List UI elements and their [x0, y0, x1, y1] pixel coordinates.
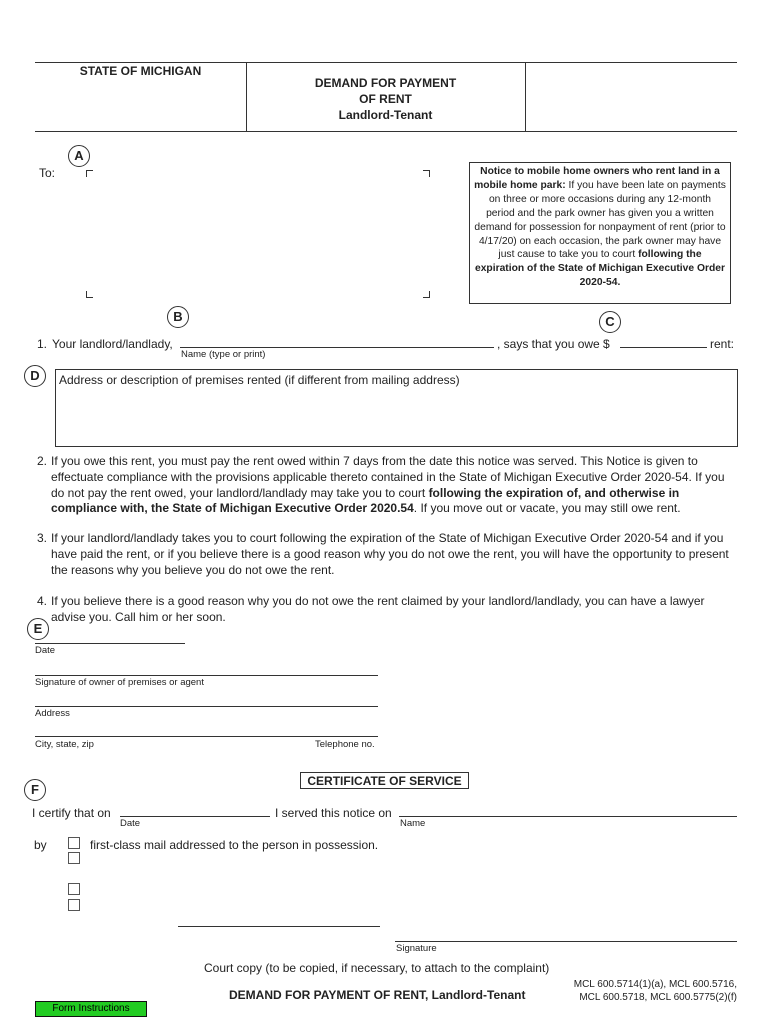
option-checkbox-2[interactable]	[68, 852, 80, 864]
marker-f: F	[24, 779, 46, 801]
item3-number: 3.	[37, 531, 48, 545]
corner-bottom-left	[86, 291, 93, 298]
item2-text-a: If you owe this rent, you must pay the rent owed within 7 days from the date this notice was served. This Notice is given to effectuate compliance with the provisions applicable thereto contained in the State of Michigan Executive Order 2020-54. If you do not pay the rent owed, your landlord/landlady may take you to court	[51, 454, 725, 500]
item2-text	[37, 454, 737, 517]
form-title-line2: OF RENT	[359, 92, 412, 106]
to-label: To:	[39, 166, 56, 180]
option-checkbox-4[interactable]	[68, 899, 80, 911]
city-caption: City, state, zip	[35, 739, 94, 750]
notice-text: If you have been late on payments on three or more occasions during any 12-month period and the park owner has given you a written demand for possession for nonpayment of rent (prior to 4/17/20) on each occasion, the park owner may have just cause to take you to court	[474, 179, 726, 261]
marker-b: B	[167, 306, 189, 328]
mobile-home-notice	[469, 162, 731, 304]
marker-e: E	[27, 618, 49, 640]
state-name: STATE OF MICHIGAN	[79, 64, 202, 78]
court-copy-note: Court copy (to be copied, if necessary, to attach to the complaint)	[204, 961, 550, 975]
item2-number: 2.	[37, 454, 48, 468]
first-class-checkbox[interactable]	[68, 837, 80, 849]
form-title	[246, 75, 525, 123]
premises-box[interactable]	[55, 369, 738, 447]
header-top-rule	[35, 62, 737, 63]
item3	[37, 531, 737, 578]
mcl-references	[520, 978, 737, 1004]
owner-signature-caption: Signature of owner of premises or agent	[35, 677, 204, 688]
served-name-field[interactable]	[399, 816, 737, 817]
service-signature-caption: Signature	[396, 943, 437, 954]
item4-number: 4.	[37, 594, 48, 608]
certificate-title: CERTIFICATE OF SERVICE	[300, 772, 469, 789]
address-line-field[interactable]	[35, 706, 378, 707]
extra-field-line[interactable]	[178, 926, 380, 927]
form-subtitle: Landlord-Tenant	[338, 108, 433, 122]
telephone-caption: Telephone no.	[315, 739, 375, 750]
mcl-line1: MCL 600.5714(1)(a), MCL 600.5716,	[573, 979, 737, 990]
service-signature-field[interactable]	[395, 941, 737, 942]
service-date-field[interactable]	[120, 816, 270, 817]
corner-top-left	[86, 170, 93, 177]
address-caption: Address	[35, 708, 70, 719]
by-label: by	[34, 838, 47, 852]
marker-a: A	[68, 145, 90, 167]
service-date-caption: Date	[120, 818, 141, 829]
certify-label: I certify that on	[32, 806, 111, 820]
corner-top-right	[423, 170, 430, 177]
option-checkbox-3[interactable]	[68, 883, 80, 895]
date-field[interactable]	[35, 643, 185, 644]
item1-suffix: rent:	[710, 337, 735, 351]
item1-prefix: Your landlord/landlady,	[52, 337, 173, 351]
header-bottom-rule	[35, 131, 737, 132]
form-title-line1: DEMAND FOR PAYMENT	[314, 76, 457, 90]
item2-bold: following the expiration of, and otherwise in compliance with, the State of Michigan Executive Order 2020.54	[51, 485, 680, 516]
footer-form-title: DEMAND FOR PAYMENT OF RENT, Landlord-Tenant	[229, 988, 526, 1002]
served-name-caption: Name	[400, 818, 426, 829]
rent-amount-field[interactable]	[620, 347, 707, 348]
header-divider-right	[525, 62, 526, 131]
item2-text-b: . If you move out or vacate, you may still owe rent.	[413, 501, 681, 516]
date-caption: Date	[35, 645, 56, 656]
item1-middle: , says that you owe $	[497, 337, 610, 351]
served-label: I served this notice on	[275, 806, 392, 820]
item3-text: If your landlord/landlady takes you to court following the expiration of the State of Michigan Executive Order 2020-54 and if you have paid the rent, or if you believe there is a good reason why you do not owe the rent, you will have the opportunity to present the reasons why you believe you do not owe the rent.	[51, 531, 729, 577]
landlord-name-field[interactable]	[180, 347, 494, 348]
marker-c: C	[599, 311, 621, 333]
premises-label: Address or description of premises rented (if different from mailing address)	[59, 373, 460, 387]
item4	[37, 594, 737, 626]
notice-bold-tail: following the expiration of the State of Michigan Executive Order 2020-54.	[474, 249, 726, 289]
item4-text: If you believe there is a good reason why you do not owe the rent claimed by your landlord/landlady, you can have a lawyer advise you. Call him or her soon.	[51, 594, 705, 624]
form-instructions-button[interactable]: Form Instructions	[35, 1001, 147, 1017]
first-class-label: first-class mail addressed to the person in possession.	[90, 838, 379, 852]
landlord-name-caption: Name (type or print)	[181, 349, 266, 360]
notice-bold-lead: Notice to mobile home owners who rent land in a mobile home park:	[474, 166, 720, 191]
mcl-line2: MCL 600.5718, MCL 600.5775(2)(f)	[579, 992, 737, 1003]
item1-number: 1.	[37, 337, 48, 351]
corner-bottom-right	[423, 291, 430, 298]
owner-signature-field[interactable]	[35, 675, 378, 676]
city-field[interactable]	[35, 736, 378, 737]
address-field[interactable]	[86, 170, 430, 298]
item2	[37, 454, 737, 517]
marker-d: D	[24, 365, 46, 387]
